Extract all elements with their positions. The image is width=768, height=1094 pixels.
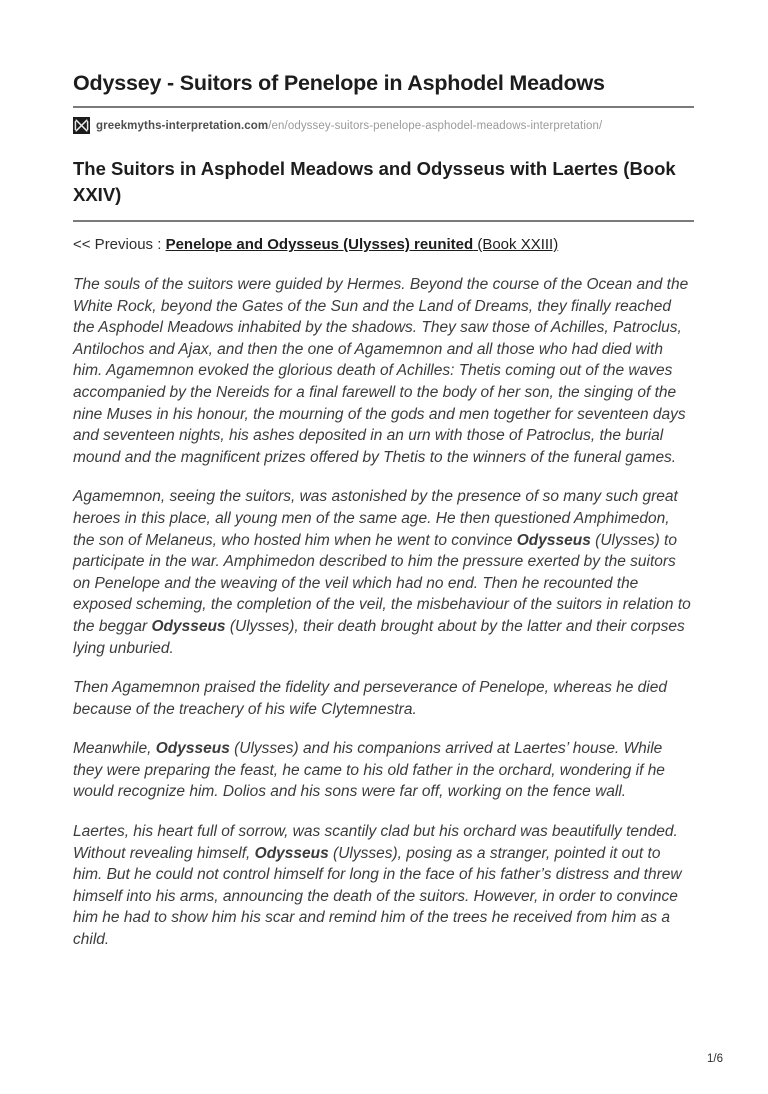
page-number-indicator: 1/6 <box>707 1053 723 1065</box>
text-segment: Agamemnon, seeing the suitors, was astonished by the presence of so many such great heroes in this place, all young men of the same age. He then questioned Amphimedon, the son of Melaneus, who hosted him when he went to convince <box>73 488 678 549</box>
text-segment: Meanwhile, <box>73 740 156 758</box>
paragraph <box>73 738 694 803</box>
site-favicon-icon <box>73 117 90 134</box>
source-url-domain: greekmyths-interpretation.com <box>96 119 269 132</box>
bold-character-name: Odysseus <box>155 740 230 758</box>
article-heading: The Suitors in Asphodel Meadows and Odysseus with Laertes (Book XXIV) <box>73 158 676 205</box>
text-segment: (Ulysses) to participate in the war. Amphimedon described to him the pressure exerted by the suitors on Penelope and the weaving of the veil which had no end. Then he recounted the exposed scheming, the completion of the veil, the misbehaviour of the suitors in relation to the beggar <box>73 531 691 635</box>
bold-character-name: Odysseus <box>516 531 591 549</box>
source-url-row <box>73 117 694 134</box>
text-segment: (Ulysses), posing as a stranger, pointed it out to him. But he could not control himself for long in the face of his father’s distress and threw himself into his arms, announcing the death of the suitors. However, in order to convince him he had to show him his scar and remind him of the trees he received from him as a child. <box>73 844 682 949</box>
source-url <box>96 120 602 132</box>
page-title: Odyssey - Suitors of Penelope in Asphodel Meadows <box>73 71 605 95</box>
divider-below-title <box>73 106 694 108</box>
divider-below-heading <box>73 220 694 222</box>
source-url-path: /en/odyssey-suitors-penelope-asphodel-meadows-interpretation/ <box>268 119 603 132</box>
text-segment: Laertes, his heart full of sorrow, was scantily clad but his orchard was beautifully tended. Without revealing himself, <box>73 823 678 862</box>
text-segment: (Ulysses) and his companions arrived at Laertes’ house. While they were preparing the feast, he came to his old father in the orchard, wondering if he would recognize him. Dolios and his sons were far off, working on the fence wall. <box>73 740 665 801</box>
paragraph <box>73 486 694 659</box>
previous-article-link[interactable] <box>166 236 559 253</box>
previous-label: << Previous : <box>73 236 166 253</box>
bold-character-name: Odysseus <box>151 617 226 635</box>
text-segment: (Ulysses), their death brought about by the latter and their corpses lying unburied. <box>73 617 685 657</box>
paragraph <box>73 821 694 951</box>
paragraph <box>73 274 694 468</box>
previous-link-title[interactable]: Penelope and Odysseus (Ulysses) reunited <box>165 236 474 253</box>
document-viewer-page <box>0 70 768 1094</box>
article-body <box>73 274 694 951</box>
paragraph <box>73 677 694 720</box>
text-segment: Then Agamemnon praised the fidelity and perseverance of Penelope, whereas he died because of the treachery of his wife Clytemnestra. <box>73 679 667 718</box>
text-segment: The souls of the suitors were guided by Hermes. Beyond the course of the Ocean and the White Rock, beyond the Gates of the Sun and the Land of Dreams, they finally reached the Asphodel Meadows inhabited by the shadows. They saw those of Achilles, Patroclus, Antilochos and Ajax, and then the one of Agamemnon and all those who had died with him. Agamemnon evoked the glorious death of Achilles: Thetis coming out of the waves accompanied by the Nereids for a final farewell to the body of her son, the singing of the nine Muses in his honour, the mourning of the gods and men together for seventeen days and seventeen nights, his ashes deposited in an urn with those of Patroclus, the burial mound and the magnificent prizes offered by Thetis to the winners of the funeral games. <box>73 276 689 466</box>
document-content <box>73 70 694 951</box>
bold-character-name: Odysseus <box>254 844 329 862</box>
previous-link-book[interactable]: (Book XXIII) <box>473 236 559 253</box>
previous-navigation-line <box>73 236 694 253</box>
